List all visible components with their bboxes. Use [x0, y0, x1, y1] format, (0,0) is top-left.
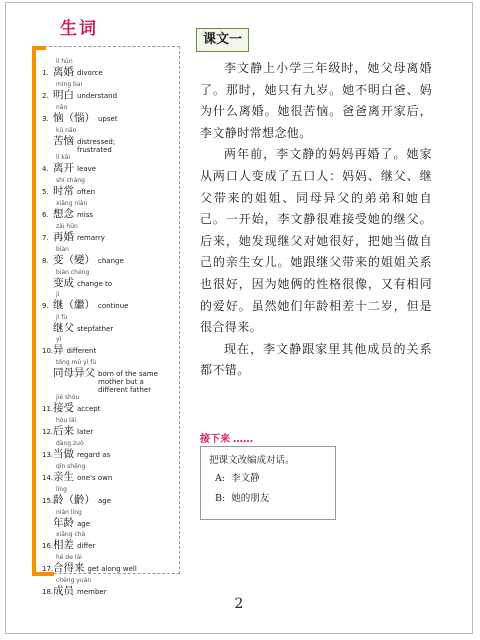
- role-name: 她的朋友: [231, 493, 270, 504]
- vocab-english: accept: [77, 405, 101, 413]
- vocab-number: 14.: [42, 474, 54, 482]
- vocab-pinyin: qīn shēng: [56, 463, 86, 470]
- vocab-english: leave: [77, 165, 96, 173]
- vocab-number: 17.: [42, 565, 54, 573]
- vocab-pinyin: dàng zuò: [56, 440, 84, 447]
- vocab-row: [42, 276, 180, 291]
- vocab-pinyin: shí cháng: [56, 177, 85, 184]
- vocab-item: [42, 127, 180, 154]
- vocab-word: 再婚: [53, 231, 74, 243]
- vocab-english: distressed; frustrated: [77, 138, 116, 154]
- vocab-row: [42, 161, 180, 177]
- vocab-word: 时常: [53, 185, 74, 197]
- task-box: [200, 446, 336, 520]
- vocab-english: born of the same mother but a different father: [98, 370, 158, 394]
- vocab-row: [42, 470, 180, 486]
- vocab-pinyin: biàn chéng: [56, 269, 90, 276]
- vocab-item: [42, 58, 180, 81]
- vocab-pinyin: nǎo: [56, 104, 68, 111]
- vocab-english: change to: [77, 280, 113, 288]
- vocab-row: [42, 401, 180, 417]
- vocab-pinyin: hòu lái: [56, 417, 77, 424]
- vocab-english: remarry: [77, 234, 105, 242]
- vocab-item: [42, 394, 180, 417]
- vocab-row: [42, 424, 180, 440]
- vocab-word: 恼（惱）: [53, 112, 95, 124]
- vocab-pinyin: jì: [56, 291, 60, 298]
- vocab-pinyin: biàn: [56, 246, 69, 253]
- vocab-pinyin: chéng yuán: [56, 577, 92, 584]
- vocab-row: [42, 516, 180, 531]
- vocab-item: [42, 440, 180, 463]
- vocab-word: 变成: [53, 277, 74, 289]
- role-tag: A:: [215, 473, 226, 484]
- vocab-item: [42, 463, 180, 486]
- vocab-word: 离开: [53, 162, 74, 174]
- vocab-english: understand: [77, 92, 118, 100]
- vocab-word: 亲生: [53, 471, 74, 483]
- next-label-text: 接下来: [200, 434, 230, 445]
- vocab-row: [42, 253, 180, 269]
- role-name: 李文静: [231, 473, 260, 484]
- vocab-english: age: [98, 497, 112, 505]
- vocab-pinyin: kǔ nǎo: [56, 127, 77, 134]
- vocab-word: 离婚: [53, 66, 74, 78]
- vocab-word: 接受: [53, 402, 74, 414]
- vocab-pinyin: yì: [56, 336, 62, 343]
- vocab-number: 18.: [42, 588, 54, 596]
- lesson-paragraph: 李文静上小学三年级时，她父母离婚了。那时，她只有九岁。她不明白爸、妈为什么离婚。她很苦恼。爸爸离开家后，李文静时常想念他。: [200, 61, 432, 140]
- vocab-item: [42, 314, 180, 336]
- vocab-word: 想念: [53, 208, 74, 220]
- vocab-row: [42, 88, 180, 104]
- task-role-b: [209, 489, 327, 509]
- role-tag: B:: [215, 493, 226, 504]
- vocab-word: 变（變）: [53, 254, 95, 266]
- vocab-pinyin: jiē shòu: [56, 394, 80, 401]
- vocab-item: [42, 223, 180, 246]
- orange-accent-bar: [32, 48, 36, 576]
- vocab-pinyin: míng bai: [56, 81, 83, 88]
- vocab-number: 1.: [42, 69, 49, 77]
- lesson-paragraph: 两年前，李文静的妈妈再婚了。她家从两口人变成了五口人：妈妈、继父、继父带来的姐姐、同母异父的弟弟和她自己。一开始，李文静很难接受她的继父。后来，她发现继父对她很好，把她当做自己的亲生女儿。她跟继父带来的姐姐关系也很好，因为她俩的性格很像，又有相同的爱好。虽然她们年龄相差十二岁，但是很合得来。: [200, 147, 432, 335]
- vocab-english: differ: [77, 542, 96, 550]
- vocab-english: continue: [98, 302, 129, 310]
- vocab-pinyin: lí hūn: [56, 58, 73, 65]
- vocab-row: [42, 134, 180, 154]
- vocab-word: 年龄: [53, 517, 74, 529]
- vocab-word: 明白: [53, 89, 74, 101]
- vocab-item: [42, 417, 180, 440]
- vocab-number: 12.: [42, 428, 54, 436]
- vocab-item: [42, 554, 180, 577]
- vocab-english: member: [77, 588, 107, 596]
- vocab-row: [42, 366, 180, 394]
- vocab-item: [42, 531, 180, 554]
- vocab-pinyin: tóng mǔ yì fù: [56, 359, 97, 366]
- vocab-item: [42, 336, 180, 359]
- vocab-pinyin: jì fù: [56, 314, 68, 321]
- vocab-row: [42, 298, 180, 314]
- vocab-number: 4.: [42, 165, 49, 173]
- vocab-item: [42, 269, 180, 291]
- vocab-english: upset: [98, 115, 118, 123]
- page-number: 2: [234, 596, 244, 612]
- task-instruction: 把课文改编成对话。: [209, 455, 295, 466]
- vocab-item: [42, 104, 180, 127]
- vocab-row: [42, 538, 180, 554]
- vocab-number: 5.: [42, 188, 49, 196]
- vocab-english: different: [66, 347, 97, 355]
- vocab-number: 2.: [42, 92, 49, 100]
- vocab-row: [42, 447, 180, 463]
- vocab-item: [42, 177, 180, 200]
- vocab-number: 6.: [42, 211, 49, 219]
- vocab-item: [42, 81, 180, 104]
- vocab-english: later: [77, 428, 94, 436]
- vocab-pinyin: xiāng chà: [56, 531, 86, 538]
- vocab-list: [42, 58, 180, 600]
- vocab-word: 苦恼: [53, 135, 74, 147]
- vocab-word: 合得来: [53, 562, 85, 574]
- vocab-english: divorce: [77, 69, 103, 77]
- vocab-item: [42, 246, 180, 269]
- vocab-number: 11.: [42, 405, 54, 413]
- vocab-word: 龄（齡）: [53, 494, 95, 506]
- vocab-row: [42, 111, 180, 127]
- vocab-english: stepfather: [77, 325, 114, 333]
- vocab-number: 10.: [42, 347, 54, 355]
- vocab-item: [42, 486, 180, 509]
- vocab-english: miss: [77, 211, 94, 219]
- vocab-word: 同母异父: [53, 367, 95, 379]
- vocab-row: [42, 65, 180, 81]
- vocab-number: 16.: [42, 542, 54, 550]
- vocab-row: [42, 493, 180, 509]
- vocab-item: [42, 509, 180, 531]
- vocab-row: [42, 184, 180, 200]
- vocab-word: 相差: [53, 539, 74, 551]
- vocab-word: 继（繼）: [53, 299, 95, 311]
- next-label: [200, 430, 253, 445]
- orange-accent-top: [32, 46, 46, 50]
- vocab-word: 继父: [53, 322, 74, 334]
- lesson-title: 课文一: [196, 28, 249, 52]
- vocab-word: 成员: [53, 585, 74, 597]
- vocab-english: age: [77, 520, 91, 528]
- vocab-word: 异: [53, 344, 64, 356]
- vocab-number: 7.: [42, 234, 49, 242]
- vocab-title: 生词: [60, 19, 98, 39]
- vocab-row: [42, 321, 180, 336]
- lesson-paragraph: 现在，李文静跟家里其他成员的关系都不错。: [200, 341, 432, 378]
- vocab-item: [42, 359, 180, 394]
- vocab-english: regard as: [77, 451, 111, 459]
- vocab-row: [42, 207, 180, 223]
- vocab-number: 15.: [42, 497, 54, 505]
- vocab-english: often: [77, 188, 96, 196]
- vocab-english: one's own: [77, 474, 113, 482]
- vocab-row: [42, 343, 180, 359]
- vocab-number: 8.: [42, 257, 49, 265]
- vocab-item: [42, 154, 180, 177]
- vocab-item: [42, 291, 180, 314]
- vocab-number: 9.: [42, 302, 49, 310]
- vocab-number: 13.: [42, 451, 54, 459]
- vocab-row: [42, 561, 180, 577]
- vocab-item: [42, 200, 180, 223]
- vocab-number: 3.: [42, 115, 49, 123]
- vocab-english: change: [98, 257, 124, 265]
- vocab-pinyin: líng: [56, 486, 67, 493]
- vocab-english: get along well: [87, 565, 137, 573]
- vocab-row: [42, 230, 180, 246]
- vocab-pinyin: hé de lái: [56, 554, 82, 561]
- vocab-word: 后来: [53, 425, 74, 437]
- vocab-pinyin: xiǎng niàn: [56, 200, 88, 207]
- vocab-word: 当做: [53, 448, 74, 460]
- task-role-a: [209, 469, 327, 489]
- vocab-pinyin: lí kāi: [56, 154, 71, 161]
- vocab-pinyin: zài hūn: [56, 223, 78, 230]
- next-label-dots: ……: [233, 434, 253, 445]
- lesson-body: [200, 58, 432, 382]
- vocab-pinyin: nián líng: [56, 509, 82, 516]
